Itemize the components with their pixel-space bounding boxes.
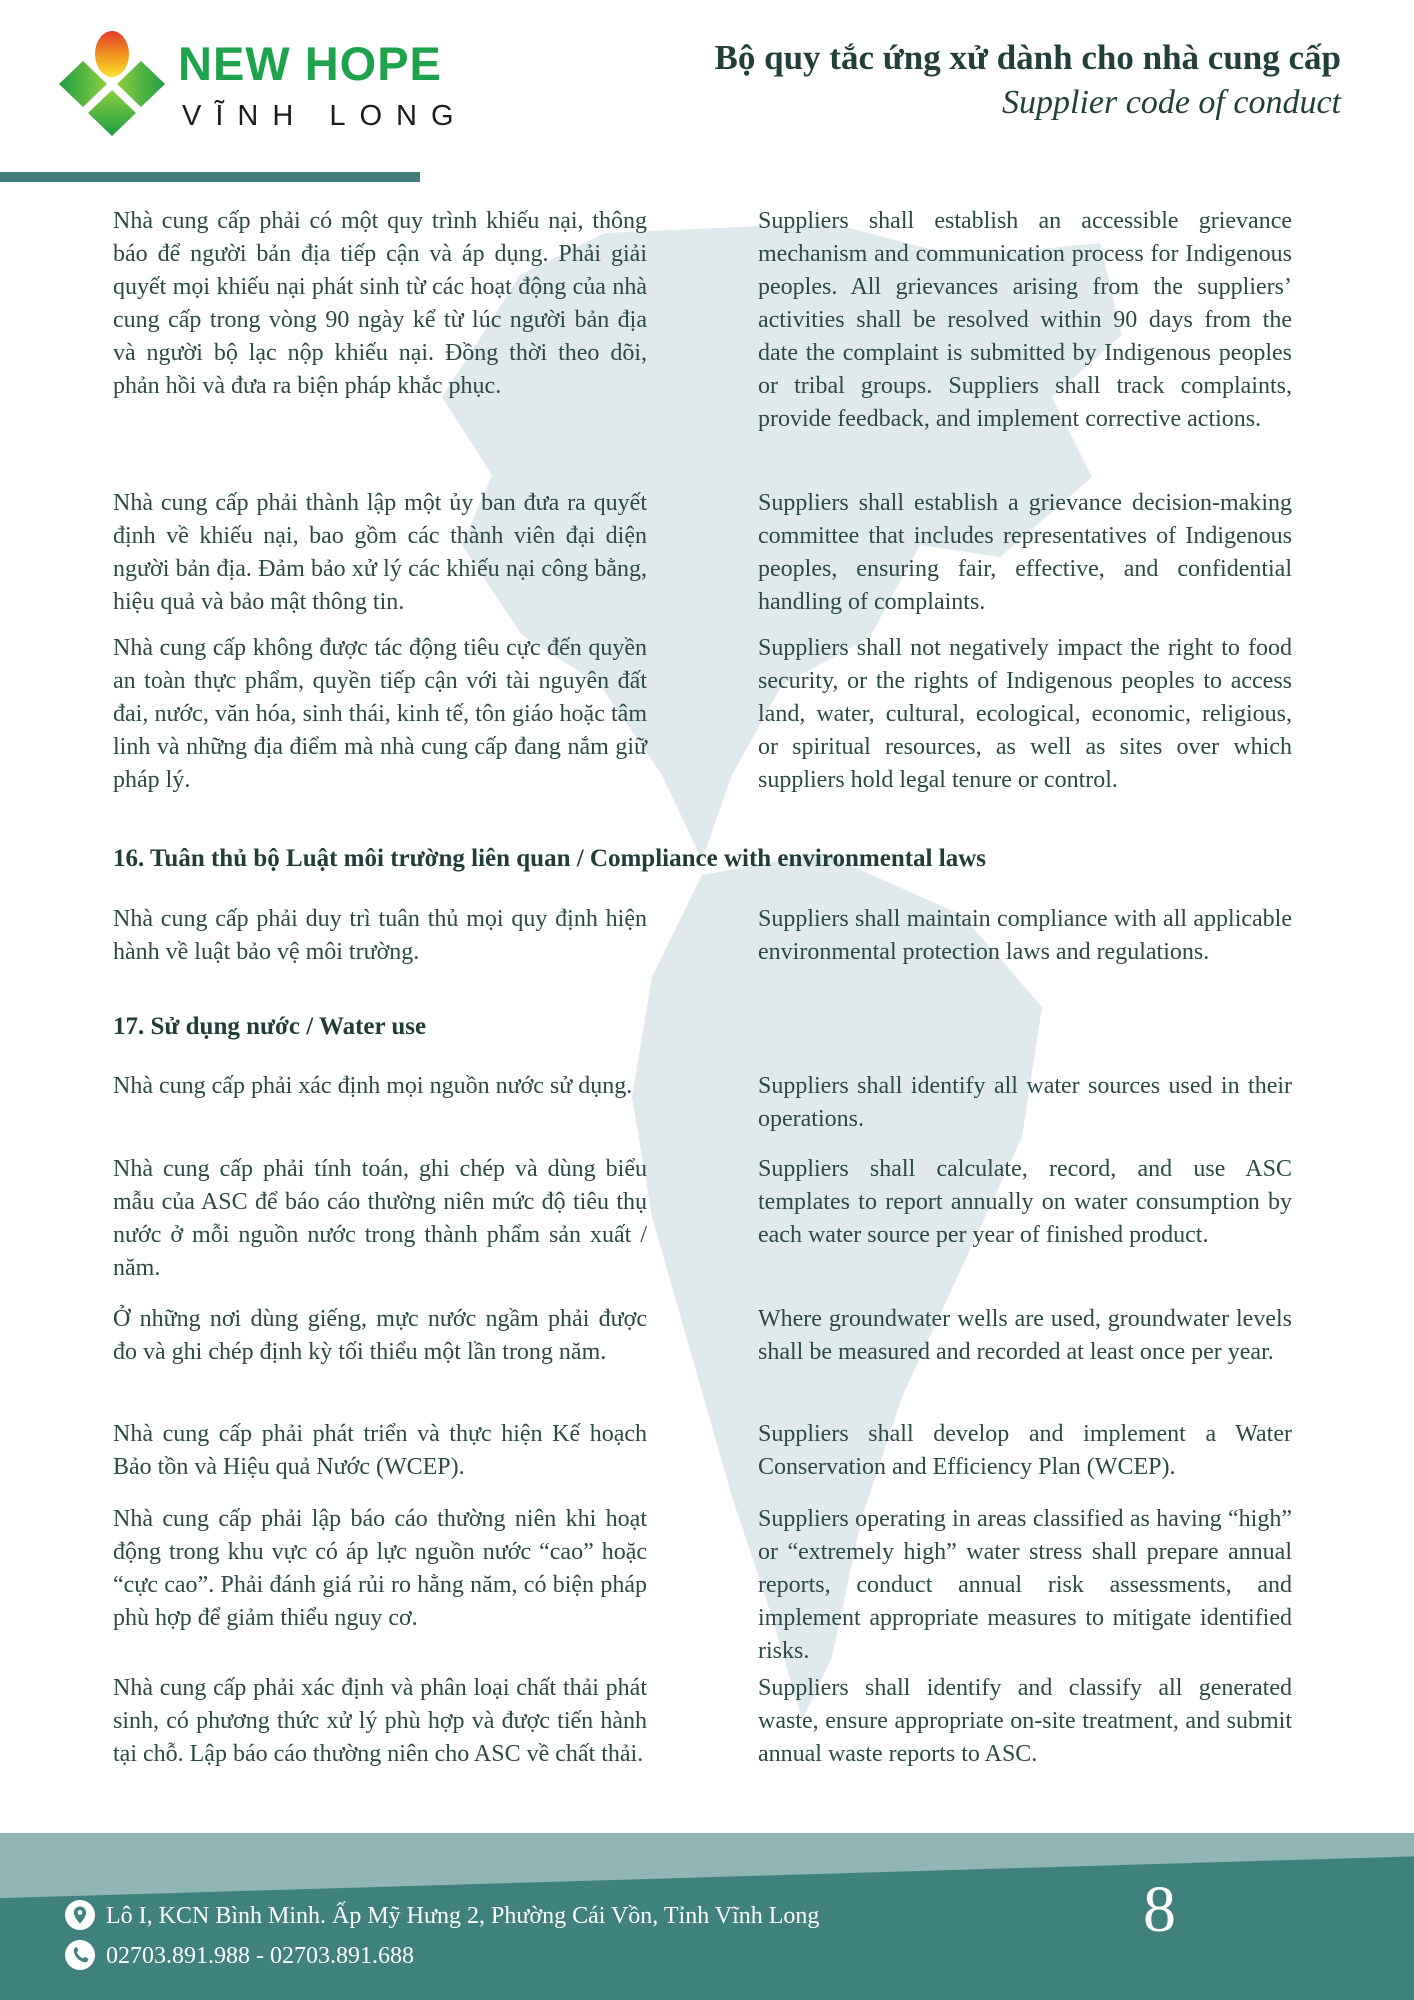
footer-address: Lô I, KCN Bình Minh. Ấp Mỹ Hưng 2, Phường Cái Vồn, Tỉnh Vĩnh Long bbox=[106, 1903, 820, 1929]
document-title-vietnamese: Bộ quy tắc ứng xử dành cho nhà cung cấp bbox=[714, 38, 1341, 77]
section-heading-16: 16. Tuân thủ bộ Luật môi trường liên quan / Compliance with environmental laws bbox=[113, 845, 986, 872]
footer-phone: 02703.891.988 - 02703.891.688 bbox=[106, 1943, 414, 1969]
paragraph-grievance-mechanism-vi: Nhà cung cấp phải có một quy trình khiếu nại, thông báo để người bản địa tiếp cận và áp dụng. Phải giải quyết mọi khiếu nại phát sinh từ các hoạt động của nhà cung cấp trong vòng 90 ngày kể từ lúc người bản địa và người bộ lạc nộp khiếu nại. Đồng thời theo dõi, phản hồi và đưa ra biện pháp khắc phục. bbox=[113, 208, 647, 399]
paragraph-food-security-vi: Nhà cung cấp không được tác động tiêu cực đến quyền an toàn thực phẩm, quyền tiếp cận với tài nguyên đất đai, nước, văn hóa, sinh thái, kinh tế, tôn giáo hoặc tâm linh và những địa điểm mà nhà cung cấp đang nắm giữ pháp lý. bbox=[113, 635, 647, 793]
brand-name: NEW HOPE bbox=[178, 37, 442, 90]
location-pin-icon bbox=[64, 1899, 96, 1931]
paragraph-groundwater-en: Where groundwater wells are used, groundwater levels shall be measured and recorded at least once per year. bbox=[758, 1306, 1292, 1365]
paragraph-wcep-vi: Nhà cung cấp phải phát triển và thực hiện Kế hoạch Bảo tồn và Hiệu quả Nước (WCEP). bbox=[113, 1421, 647, 1480]
brand-region: VĨNH LONG bbox=[182, 100, 468, 132]
paragraph-food-security-en: Suppliers shall not negatively impact the right to food security, or the rights of Indigenous peoples to access land, water, cultural, ecological, economic, religious, or spiritual resources, as well as sites over which suppliers hold legal tenure or control. bbox=[758, 635, 1292, 793]
paragraph-water-reporting-vi: Nhà cung cấp phải tính toán, ghi chép và dùng biểu mẫu của ASC để báo cáo thường niên mức độ tiêu thụ nước ở mỗi nguồn nước trong thành phẩm sản xuất / năm. bbox=[113, 1156, 647, 1281]
header-divider-bar bbox=[0, 172, 420, 182]
paragraph-water-reporting-en: Suppliers shall calculate, record, and use ASC templates to report annually on water consumption by each water source per year of finished product. bbox=[758, 1156, 1292, 1248]
paragraph-wcep-en: Suppliers shall develop and implement a Water Conservation and Efficiency Plan (WCEP). bbox=[758, 1421, 1292, 1480]
phone-icon bbox=[64, 1939, 96, 1971]
paragraph-grievance-committee-vi: Nhà cung cấp phải thành lập một ủy ban đưa ra quyết định về khiếu nại, bao gồm các thành viên đại diện người bản địa. Đảm bảo xử lý các khiếu nại công bằng, hiệu quả và bảo mật thông tin. bbox=[113, 490, 647, 615]
paragraph-environmental-laws-vi: Nhà cung cấp phải duy trì tuân thủ mọi quy định hiện hành về luật bảo vệ môi trường. bbox=[113, 906, 647, 965]
document-title-english: Supplier code of conduct bbox=[1002, 84, 1341, 121]
paragraph-waste-vi: Nhà cung cấp phải xác định và phân loại chất thải phát sinh, có phương thức xử lý phù hợp và được tiến hành tại chỗ. Lập báo cáo thường niên cho ASC về chất thải. bbox=[113, 1675, 647, 1767]
paragraph-water-sources-vi: Nhà cung cấp phải xác định mọi nguồn nước sử dụng. bbox=[113, 1073, 633, 1099]
newhope-logo-icon bbox=[55, 24, 169, 140]
paragraph-grievance-committee-en: Suppliers shall establish a grievance decision-making committee that includes representatives of Indigenous peoples, ensuring fair, effective, and confidential handling of complaints. bbox=[758, 490, 1292, 615]
page-number: 8 bbox=[1143, 1873, 1176, 1946]
paragraph-grievance-mechanism-en: Suppliers shall establish an accessible grievance mechanism and communication process for Indigenous peoples. All grievances arising from the suppliers’ activities shall be resolved within 90 days from the date the complaint is submitted by Indigenous peoples or tribal groups. Suppliers shall track complaints, provide feedback, and implement corrective actions. bbox=[758, 208, 1292, 432]
paragraph-water-stress-vi: Nhà cung cấp phải lập báo cáo thường niên khi hoạt động trong khu vực có áp lực nguồn nước “cao” hoặc “cực cao”. Phải đánh giá rủi ro hằng năm, có biện pháp phù hợp để giảm thiểu nguy cơ. bbox=[113, 1506, 647, 1631]
document-title bbox=[715, 38, 1341, 122]
paragraph-waste-en: Suppliers shall identify and classify all generated waste, ensure appropriate on-site treatment, and submit annual waste reports to ASC. bbox=[758, 1675, 1292, 1767]
paragraph-environmental-laws-en: Suppliers shall maintain compliance with all applicable environmental protection laws and regulations. bbox=[758, 906, 1292, 965]
paragraph-water-stress-en: Suppliers operating in areas classified as having “high” or “extremely high” water stress shall prepare annual reports, conduct annual risk assessments, and implement appropriate measures to mitigate identified risks. bbox=[758, 1506, 1292, 1664]
paragraph-water-sources-en: Suppliers shall identify all water sources used in their operations. bbox=[758, 1073, 1292, 1132]
paragraph-groundwater-vi: Ở những nơi dùng giếng, mực nước ngầm phải được đo và ghi chép định kỳ tối thiểu một lần trong năm. bbox=[113, 1306, 647, 1365]
section-heading-17: 17. Sử dụng nước / Water use bbox=[113, 1013, 427, 1040]
